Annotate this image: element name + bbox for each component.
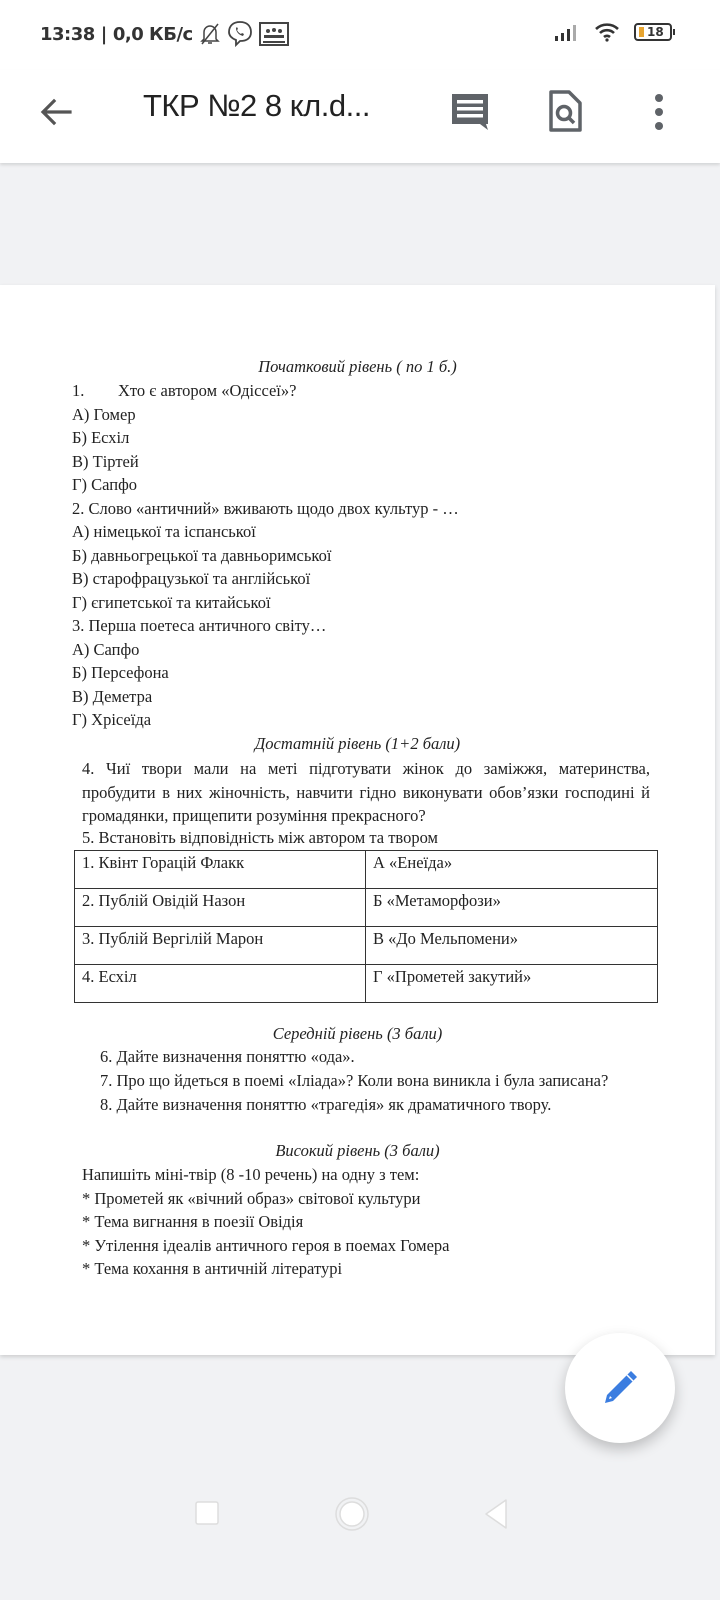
arrow-back-icon[interactable]	[36, 92, 76, 132]
question-3-option-a: А) Сапфо	[72, 640, 140, 659]
question-2-option-a: А) німецької та іспанської	[72, 522, 256, 541]
question-5-text: 5. Встановіть відповідність між автором та твором	[82, 828, 438, 847]
question-3-option-b: Б) Персефона	[72, 663, 169, 682]
section-heading-medium: Середній рівень (3 бали)	[272, 1024, 443, 1043]
question-3-text: 3. Перша поетеса античного світу…	[72, 616, 327, 635]
section-heading-sufficient: Достатній рівень (1+2 бали)	[254, 734, 461, 753]
find-in-document-icon[interactable]	[543, 90, 587, 134]
table-row	[75, 851, 658, 889]
question-1-option-b: Б) Есхіл	[72, 428, 130, 447]
essay-topic: * Утілення ідеалів античного героя в поемах Гомера	[82, 1236, 450, 1255]
work-cell: Б «Метаморфози»	[366, 889, 658, 927]
battery-fill	[639, 27, 644, 37]
bell-muted-icon	[199, 22, 221, 46]
viber-icon	[227, 20, 253, 48]
question-8-text: 8. Дайте визначення поняттю «трагедія» як драматичного твору.	[100, 1095, 552, 1114]
question-6-text: 6. Дайте визначення поняттю «ода».	[100, 1047, 355, 1066]
work-cell: Г «Прометей закутий»	[366, 965, 658, 1003]
battery-level: 18	[647, 25, 664, 39]
author-cell: 1. Квінт Горацій Флакк	[75, 851, 366, 889]
signal-icon	[554, 23, 580, 41]
author-cell: 2. Публій Овідій Назон	[75, 889, 366, 927]
section-heading-high: Високий рівень (3 бали)	[275, 1141, 440, 1160]
question-4-text: 4. Чиї твори мали на меті підготувати жінок до заміжжя, материнства, пробудити в них жіночність, навчити гідно виконувати обов’язки господині й громадянки, прищепити розуміння прекрасного?	[82, 759, 650, 825]
edit-pencil-icon	[597, 1365, 643, 1411]
section-heading-initial: Початковий рівень ( по 1 б.)	[258, 357, 457, 376]
status-bar	[0, 0, 720, 70]
work-cell: А «Енеїда»	[366, 851, 658, 889]
home-circle-icon[interactable]	[334, 1496, 370, 1532]
question-1-option-d: Г) Сапфо	[72, 475, 138, 494]
app-bar	[0, 70, 720, 163]
question-1-number: 1.	[72, 381, 85, 400]
table-row	[75, 927, 658, 965]
author-cell: 3. Публій Вергілій Марон	[75, 927, 366, 965]
more-vert-icon[interactable]	[637, 90, 681, 134]
edit-fab-button[interactable]	[565, 1333, 675, 1443]
essay-topic: * Тема вигнання в поезії Овідія	[82, 1212, 304, 1231]
essay-topic: * Тема кохання в античній літературі	[82, 1259, 343, 1278]
question-2-text: 2. Слово «античний» вживають щодо двох культур - …	[72, 499, 459, 518]
back-triangle-icon[interactable]	[482, 1498, 510, 1530]
essay-prompt: Напишіть міні-твір (8 -10 речень) на одну з тем:	[82, 1165, 420, 1184]
document-page	[0, 285, 715, 1355]
question-3-option-d: Г) Хрісеїда	[72, 710, 152, 729]
question-2-option-b: Б) давньогрецької та давньоримської	[72, 546, 332, 565]
question-1-option-c: В) Тіртей	[72, 452, 139, 471]
table-row	[75, 889, 658, 927]
gallery-icon	[259, 22, 289, 46]
net-speed: 0,0 КБ/с	[112, 23, 193, 45]
comments-icon[interactable]	[448, 90, 492, 134]
document-title: ТКР №2 8 кл.d...	[143, 88, 370, 123]
wifi-icon	[594, 22, 620, 42]
battery-icon	[634, 23, 672, 41]
clock: 13:38	[40, 23, 95, 45]
work-cell: В «До Мельпомени»	[366, 927, 658, 965]
matching-table	[74, 850, 658, 1003]
essay-topic: * Прометей як «вічний образ» світової культури	[82, 1189, 421, 1208]
table-row	[75, 965, 658, 1003]
author-cell: 4. Есхіл	[75, 965, 366, 1003]
status-left	[40, 20, 289, 48]
question-2-option-c: В) старофрацузької та англійської	[72, 569, 311, 588]
question-3-option-c: В) Деметра	[72, 687, 153, 706]
question-1-text: Хто є автором «Одіссеї»?	[118, 381, 297, 400]
question-7-text: 7. Про що йдеться в поемі «Іліада»? Коли вона виникла і була записана?	[100, 1071, 609, 1090]
question-1-option-a: А) Гомер	[72, 405, 136, 424]
separator: |	[100, 23, 107, 45]
question-2-option-d: Г) єгипетської та китайської	[72, 593, 271, 612]
status-right	[554, 22, 672, 42]
system-nav-bar	[0, 1480, 720, 1560]
recents-square-icon[interactable]	[194, 1500, 220, 1526]
